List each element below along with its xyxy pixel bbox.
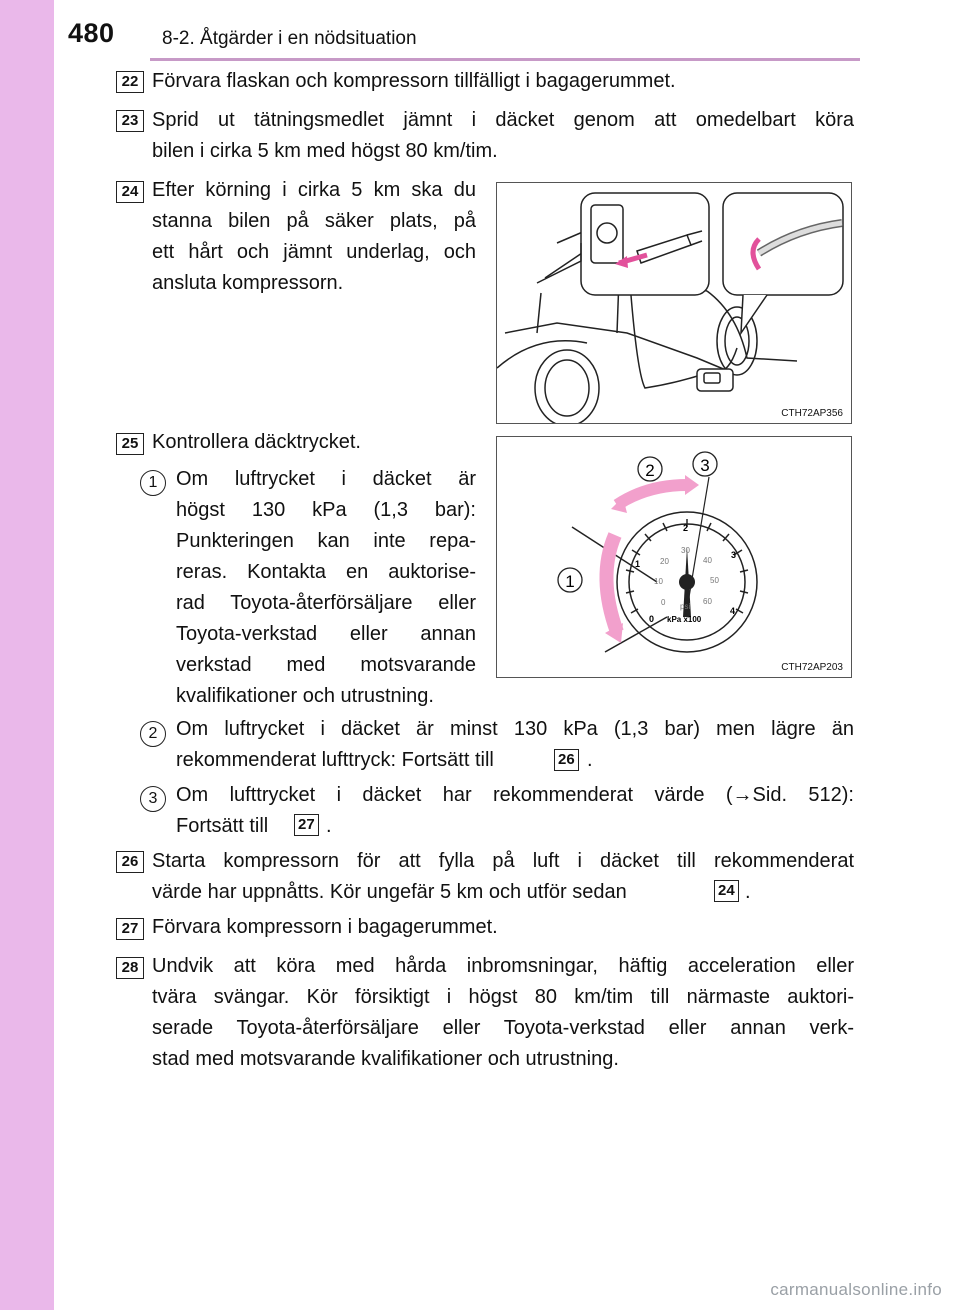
callout-3: 3 [700,456,710,475]
sub-item-number-1: 1 [140,470,166,496]
step-25-item-3-text [176,780,854,842]
figure-car-compressor [496,182,852,424]
inner-scale-label: 0 [661,598,666,607]
step-badge-25: 25 [116,433,144,455]
text-line: stad med motsvarande kvalifikationer och utrustning. [152,1048,619,1070]
text-line: bilen i cirka 5 km med högst 80 km/tim. [152,140,498,162]
gauge-unit-psi: psi [680,602,691,611]
figure-code: CTH72AP356 [781,408,843,419]
text-line: Sprid ut tätningsmedlet jämnt i däcket genom att omedelbart köra [152,109,854,131]
step-badge-22: 22 [116,71,144,93]
header-rule [150,58,860,61]
text-line: Om luftrycket i däcket är minst 130 kPa (1,3 bar) men lägre än [176,718,854,740]
text-line: Kontrollera däcktrycket. [152,431,361,453]
car-compressor-illustration [497,183,851,423]
text-line: värde har uppnåtts. Kör ungefär 5 km och utför sedan [152,881,627,903]
figure-pressure-gauge [496,436,852,678]
step-27-text [152,912,852,943]
outer-scale-label: 1 [635,559,641,569]
callout-2: 2 [645,461,655,480]
step-24-text [152,175,476,299]
callout-1: 1 [565,572,575,591]
side-tab-strip [0,0,54,1310]
text-line: Förvara kompressorn i bagagerummet. [152,916,498,938]
text-line: högst 130 kPa (1,3 bar): [176,499,476,521]
step-badge-27: 27 [116,918,144,940]
inner-scale-label: 50 [710,576,719,585]
step-25-item-1-text [176,464,476,712]
text-suffix: . [745,881,751,903]
text-line: Punkteringen kan inte repa- [176,530,476,552]
text-suffix: . [587,749,593,771]
sub-item-number-3: 3 [140,786,166,812]
step-23-text [152,105,854,167]
inner-scale-label: 20 [660,557,669,566]
figure-code: CTH72AP203 [781,662,843,673]
outer-scale-label: 2 [683,523,689,533]
inner-scale-label: 10 [654,577,663,586]
step-ref-26[interactable]: 26 [554,749,579,771]
page-number: 480 [68,18,115,48]
text-line: serade Toyota-återförsäljare eller Toyota-verkstad eller annan verk- [152,1017,854,1039]
inner-scale-label: 30 [681,546,690,555]
text-line: ett hårt och jämnt underlag, och [152,241,476,263]
inner-scale-label: 40 [703,556,712,565]
step-badge-26: 26 [116,851,144,873]
text-suffix: . [326,815,332,837]
gauge-unit-kpa: kPa x100 [667,615,702,624]
step-25-text [152,427,472,458]
step-badge-28: 28 [116,957,144,979]
text-line: reras. Kontakta en auktorise- [176,561,476,583]
text-line: Toyota-verkstad eller annan [176,623,476,645]
outer-scale-label: 4 [730,606,736,616]
outer-scale-label: 3 [731,550,737,560]
watermark-logo[interactable]: carmanualsonline.info [770,1280,942,1299]
inner-scale-label: 60 [703,597,712,606]
text-line: rekommenderat lufttryck: Fortsätt till [176,749,494,771]
text-line: Om lufttrycket i däcket har rekommenderat värde (→Sid. 512): [176,784,854,806]
text-line: tvära svängar. Kör försiktigt i högst 80 km/tim till närmaste auktori- [152,986,854,1008]
text-line: Efter körning i cirka 5 km ska du [152,179,476,201]
step-25-item-2-text [176,714,854,776]
text-line: rad Toyota-återförsäljare eller [176,592,476,614]
pressure-gauge-illustration [497,437,851,677]
step-ref-27[interactable]: 27 [294,814,319,836]
section-title: 8-2. Åtgärder i en nödsituation [162,28,417,49]
sub-item-number-2: 2 [140,721,166,747]
step-22-text [152,66,852,97]
text-line: ansluta kompressorn. [152,272,344,294]
step-badge-23: 23 [116,110,144,132]
text-line: stanna bilen på säker plats, på [152,210,476,232]
text-line: kvalifikationer och utrustning. [176,685,434,707]
text-line: Förvara flaskan och kompressorn tillfälligt i bagagerummet. [152,70,676,92]
text-line: Fortsätt till [176,815,269,837]
step-28-text [152,951,854,1075]
step-badge-24: 24 [116,181,144,203]
step-ref-24[interactable]: 24 [714,880,739,902]
text-line: verkstad med motsvarande [176,654,476,676]
text-line: Starta kompressorn för att fylla på luft i däcket till rekommenderat [152,850,854,872]
text-line: Undvik att köra med hårda inbromsningar, häftig acceleration eller [152,955,854,977]
outer-scale-label: 0 [649,614,655,624]
text-line: Om luftrycket i däcket är [176,468,476,490]
